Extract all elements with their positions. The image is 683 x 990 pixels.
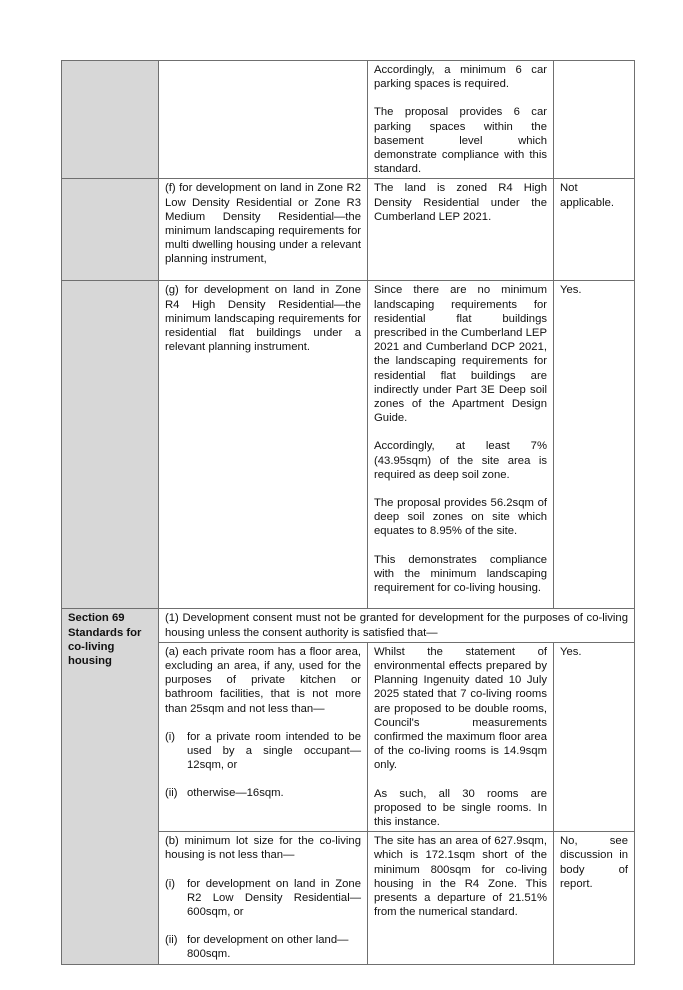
clause-cell: (g) for development on land in Zone R4 High Density Residential—the minimum landscaping requirements for residential flat buildings under a relevant planning instrument. <box>159 281 368 609</box>
comment-cell: The land is zoned R4 High Density Residential under the Cumberland LEP 2021. <box>368 179 554 281</box>
comment-paragraph: This demonstrates compliance with the minimum landscaping requirement for co-living housing. <box>374 553 547 595</box>
clause-main: (a) each private room has a floor area, excluding an area, if any, used for the purposes of private kitchen or bathroom facilities, that is not more than 25sqm and not less than— <box>165 645 361 715</box>
subitem-number: (i) <box>165 730 176 743</box>
section-heading-cell <box>62 609 159 964</box>
table-row <box>62 281 635 609</box>
subitem-number: (ii) <box>165 787 178 800</box>
clause-subitem <box>165 730 361 773</box>
table-row <box>62 609 635 642</box>
clause-subitem <box>165 786 361 800</box>
comment-paragraph: The proposal provides 6 car parking spaces within the basement level which demonstrate compliance with this standard. <box>374 106 547 176</box>
table-row <box>62 61 635 179</box>
section-heading: Section 69 <box>68 612 125 625</box>
compliance-cell: Yes. <box>554 281 635 609</box>
comment-cell <box>368 61 554 179</box>
subitem-number: (i) <box>165 877 176 890</box>
comment-paragraph: Whilst the statement of environmental effects prepared by Planning Ingenuity dated 10 July 2025 stated that 7 co-living rooms are proposed to be double rooms, Council's measurements confirmed the maximum floor area of the co-living rooms is 14.9sqm only. <box>374 645 547 772</box>
compliance-cell: Not applicable. <box>554 179 635 281</box>
comment-paragraph: Accordingly, a minimum 6 car parking spaces is required. <box>374 64 547 91</box>
section-intro: (1) Development consent must not be granted for development for the purposes of co-living housing unless the consent authority is satisfied that— <box>159 609 635 642</box>
comment-cell <box>368 281 554 609</box>
comment-paragraph: Since there are no minimum landscaping requirements for residential flat buildings prescribed in the Cumberland LEP 2021 and Cumberland DCP 2021, the landscaping requirements for residential flat buildings are indirectly under Part 3E Deep soil zones of the Apartment Design Guide. <box>374 284 547 425</box>
compliance-cell <box>554 61 635 179</box>
comment-cell: The site has an area of 627.9sqm, which is 172.1sqm short of the minimum 800sqm for co-living housing in the R4 Zone. This presents a departure of 21.51% from the numerical standard. <box>368 832 554 964</box>
compliance-cell: No, see discussion in body of report. <box>554 832 635 964</box>
comment-paragraph: Accordingly, at least 7% (43.95sqm) of the site area is required as deep soil zone. <box>374 440 547 481</box>
comment-paragraph: As such, all 30 rooms are proposed to be single rooms. In this instance. <box>374 787 547 829</box>
comment-paragraph: The proposal provides 56.2sqm of deep soil zones on site which equates to 8.95% of the site. <box>374 497 547 538</box>
section-heading: housing <box>68 655 112 668</box>
subitem-text: for development on land in Zone R2 Low Density Residential—600sqm, or <box>187 877 361 919</box>
subitem-text: for a private room intended to be used by a single occupant—12sqm, or <box>187 730 361 772</box>
section-cell <box>62 61 159 179</box>
compliance-cell: Yes. <box>554 642 635 831</box>
section-cell <box>62 281 159 609</box>
clause-cell <box>159 832 368 964</box>
section-heading: co-living <box>68 640 115 653</box>
assessment-table <box>61 60 635 965</box>
clause-cell <box>159 642 368 831</box>
clause-cell: (f) for development on land in Zone R2 Low Density Residential or Zone R3 Medium Density Residential—the minimum landscaping requirements for multi dwelling housing under a relevant planning instrument, <box>159 179 368 281</box>
subitem-number: (ii) <box>165 934 178 947</box>
section-cell <box>62 179 159 281</box>
subitem-text: otherwise—16sqm. <box>187 787 284 800</box>
comment-cell <box>368 642 554 831</box>
clause-main: (b) minimum lot size for the co-living housing is not less than— <box>165 835 361 862</box>
section-heading: Standards for <box>68 626 142 639</box>
clause-subitem <box>165 933 361 961</box>
subitem-text: for development on other land—800sqm. <box>187 934 349 961</box>
table-row <box>62 179 635 281</box>
clause-cell <box>159 61 368 179</box>
clause-subitem <box>165 877 361 920</box>
